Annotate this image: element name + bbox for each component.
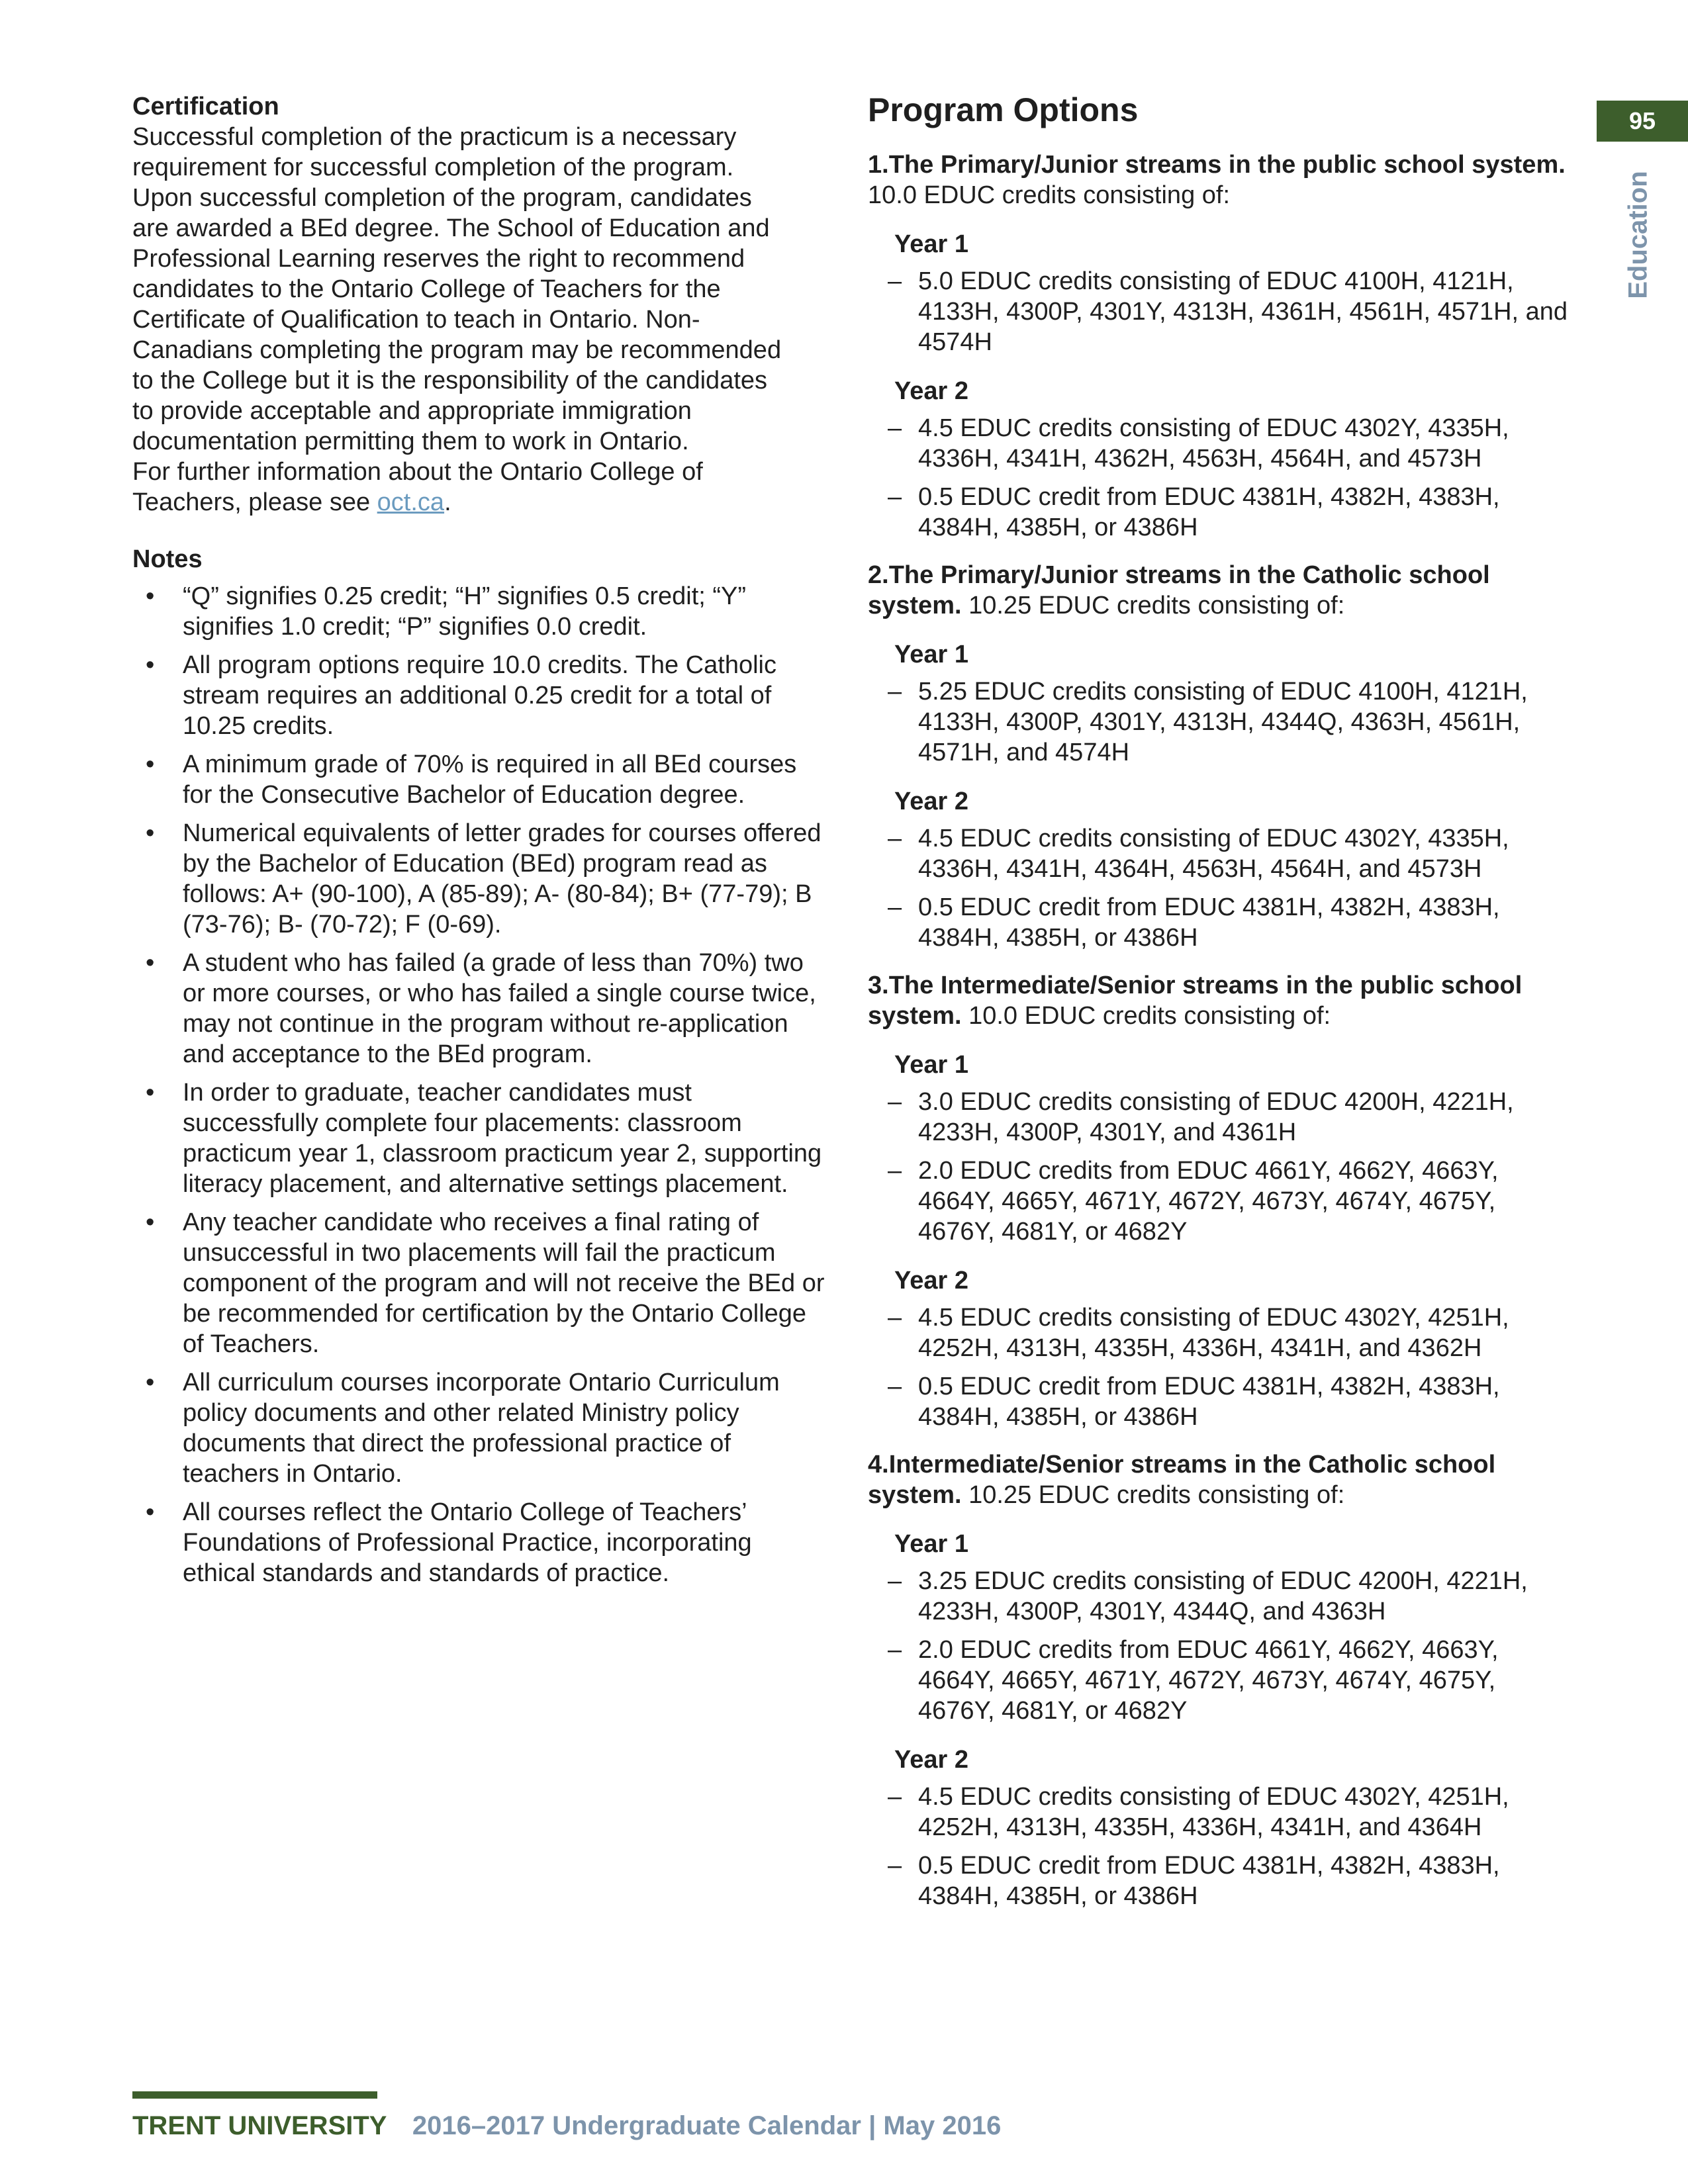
notes-item [132,650,827,741]
cert-line: Certificate of Qualification to teach in Ontario. Non- [132,306,700,334]
bullet-icon: • [146,1079,155,1107]
bullet-icon: • [146,582,155,610]
notes-item [132,818,827,940]
course-item [868,1850,1570,1911]
further-info-line: For further information about the Ontario College of [132,458,703,486]
footer-rule [132,2091,377,2099]
dash-icon: – [888,1373,902,1400]
bullet-icon: • [146,651,155,679]
bullet-icon: • [146,1208,155,1236]
program-option-heading [868,560,1570,621]
year-items [868,1087,1570,1247]
year-items [868,1302,1570,1432]
notes-item-text: All program options require 10.0 credits. The Catholic stream requires an additional 0.25 credit for a total of 10.25 credits. [183,651,776,740]
course-item [868,892,1570,953]
notes-heading: Notes [132,545,203,573]
option-number: 2. [868,561,889,589]
year-heading: Year 2 [894,1746,968,1774]
option-credits: 10.0 EDUC credits consisting of: [961,1002,1331,1030]
dash-icon: – [888,1783,902,1811]
cert-line: Canadians completing the program may be recommended [132,336,782,364]
dash-icon: – [888,267,902,295]
cert-line: are awarded a BEd degree. The School of Education and [132,214,770,242]
year-heading: Year 1 [894,230,968,258]
year-heading: Year 2 [894,377,968,405]
year-heading: Year 1 [894,641,968,668]
program-option [868,970,1570,1432]
notes-item-text: All courses reflect the Ontario College of Teachers’ Foundations of Professional Practice, incorporating ethical standards and standards of practice. [183,1498,752,1587]
year-heading: Year 2 [894,788,968,815]
program-options-heading: Program Options [868,91,1139,128]
notes-item [132,581,827,642]
dash-icon: – [888,414,902,442]
program-option-heading [868,150,1570,210]
course-item-text: 4.5 EDUC credits consisting of EDUC 4302Y, 4251H, 4252H, 4313H, 4335H, 4336H, 4341H, and 4362H [918,1304,1509,1362]
course-item [868,266,1570,357]
option-credits: 10.25 EDUC credits consisting of: [961,592,1345,619]
dash-icon: – [888,893,902,921]
dash-icon: – [888,1304,902,1332]
cert-line: candidates to the Ontario College of Teachers for the [132,275,721,303]
cert-line: to provide acceptable and appropriate immigration [132,397,692,425]
option-credits: 10.25 EDUC credits consisting of: [961,1481,1345,1509]
course-item [868,823,1570,884]
course-item [868,1302,1570,1363]
bullet-icon: • [146,949,155,977]
dash-icon: – [888,483,902,511]
course-item [868,1635,1570,1726]
bullet-icon: • [146,819,155,847]
footer-calendar: 2016–2017 Undergraduate Calendar | May 2016 [412,2111,1002,2140]
course-item-text: 5.25 EDUC credits consisting of EDUC 4100H, 4121H, 4133H, 4300P, 4301Y, 4313H, 4344Q, 4363H, 4561H, 4571H, and 4574H [918,678,1528,766]
course-item-text: 4.5 EDUC credits consisting of EDUC 4302Y, 4335H, 4336H, 4341H, 4362H, 4563H, 4564H, and 4573H [918,414,1509,473]
program-option [868,560,1570,953]
dash-icon: – [888,1567,902,1595]
year-items [868,1566,1570,1726]
option-title: Intermediate/Senior streams in the Catholic school system. [868,1451,1496,1509]
year-items [868,266,1570,357]
program-option-heading [868,970,1570,1031]
page-number: 95 [1597,101,1688,142]
dash-icon: – [888,1852,902,1880]
program-option-heading [868,1449,1570,1510]
notes-item [132,1497,827,1588]
option-number: 1. [868,151,889,179]
course-item [868,1782,1570,1843]
course-item [868,482,1570,543]
course-item-text: 0.5 EDUC credit from EDUC 4381H, 4382H, 4383H, 4384H, 4385H, or 4386H [918,483,1500,541]
course-item [868,1566,1570,1627]
notes-list [132,581,827,1588]
footer-university: TRENT UNIVERSITY [132,2111,387,2140]
cert-line: Professional Learning reserves the right to recommend [132,245,745,273]
oct-link[interactable]: oct.ca [377,488,445,516]
program-option [868,150,1570,543]
notes-item-text: “Q” signifies 0.25 credit; “H” signifies 0.5 credit; “Y” signifies 1.0 credit; “P” signifies 0.0 credit. [183,582,747,641]
option-credits: 10.0 EDUC credits consisting of: [868,181,1231,209]
notes-item-text: Any teacher candidate who receives a final rating of unsuccessful in two placements will fail the practicum component of the program and will not receive the BEd or be recommended for certification by the Ontario College of Teachers. [183,1208,825,1358]
course-item [868,1087,1570,1148]
course-item-text: 4.5 EDUC credits consisting of EDUC 4302Y, 4251H, 4252H, 4313H, 4335H, 4336H, 4341H, and 4364H [918,1783,1509,1841]
year-items [868,823,1570,953]
course-item-text: 4.5 EDUC credits consisting of EDUC 4302Y, 4335H, 4336H, 4341H, 4364H, 4563H, 4564H, and 4573H [918,825,1509,883]
year-items [868,1782,1570,1911]
notes-item-text: A minimum grade of 70% is required in all BEd courses for the Consecutive Bachelor of Education degree. [183,751,797,809]
cert-line: requirement for successful completion of the program. [132,154,734,181]
certification-heading: Certification [132,93,279,120]
bullet-icon: • [146,1498,155,1526]
cert-line: to the College but it is the responsibility of the candidates [132,367,768,394]
course-item-text: 5.0 EDUC credits consisting of EDUC 4100H, 4121H, 4133H, 4300P, 4301Y, 4313H, 4361H, 4561H, 4571H, and 4574H [918,267,1568,356]
notes-item-text: In order to graduate, teacher candidates must successfully complete four placements: classroom practicum year 1, classroom practicum year 2, supporting literacy placement, and alternative settings placement. [183,1079,822,1198]
notes-item-text: All curriculum courses incorporate Ontario Curriculum policy documents and other related Ministry policy documents that direct the professional practice of teachers in Ontario. [183,1369,780,1488]
year-items [868,413,1570,543]
right-column [868,90,1570,1919]
year-heading: Year 2 [894,1267,968,1295]
course-item-text: 0.5 EDUC credit from EDUC 4381H, 4382H, 4383H, 4384H, 4385H, or 4386H [918,1373,1500,1431]
notes-item [132,1207,827,1359]
notes-item-text: Numerical equivalents of letter grades for courses offered by the Bachelor of Education (BEd) program read as follows: A+ (90-100), A (85-89); A- (80-84); B+ (77-79); B (73-76); B- (70-72); F (0-69). [183,819,821,938]
program-option [868,1449,1570,1911]
course-item [868,1156,1570,1247]
notes-item [132,1367,827,1489]
course-item-text: 0.5 EDUC credit from EDUC 4381H, 4382H, 4383H, 4384H, 4385H, or 4386H [918,1852,1500,1910]
course-item [868,1371,1570,1432]
course-item-text: 2.0 EDUC credits from EDUC 4661Y, 4662Y, 4663Y, 4664Y, 4665Y, 4671Y, 4672Y, 4673Y, 4674Y, 4675Y, 4676Y, 4681Y, or 4682Y [918,1157,1499,1246]
course-item-text: 3.0 EDUC credits consisting of EDUC 4200H, 4221H, 4233H, 4300P, 4301Y, and 4361H [918,1088,1514,1146]
dash-icon: – [888,825,902,852]
course-item-text: 2.0 EDUC credits from EDUC 4661Y, 4662Y, 4663Y, 4664Y, 4665Y, 4671Y, 4672Y, 4673Y, 4674Y, 4675Y, 4676Y, 4681Y, or 4682Y [918,1636,1499,1725]
dash-icon: – [888,678,902,705]
option-number: 3. [868,972,889,999]
further-info-prefix: Teachers, please see [132,488,377,516]
further-info-suffix: . [444,488,451,516]
course-item [868,676,1570,768]
option-title: The Intermediate/Senior streams in the public school system. [868,972,1523,1030]
notes-item [132,749,827,810]
option-number: 4. [868,1451,889,1479]
further-info-line-2 [132,487,827,518]
cert-line: Upon successful completion of the program, candidates [132,184,752,212]
section-side-tab-label: Education [1623,171,1653,299]
certification-paragraph [132,122,827,457]
certification-further-info [132,457,827,518]
course-item [868,413,1570,474]
course-item-text: 3.25 EDUC credits consisting of EDUC 4200H, 4221H, 4233H, 4300P, 4301Y, 4344Q, and 4363H [918,1567,1528,1625]
year-heading: Year 1 [894,1530,968,1558]
dash-icon: – [888,1636,902,1664]
option-title: The Primary/Junior streams in the public school system. [888,151,1566,179]
dash-icon: – [888,1157,902,1185]
dash-icon: – [888,1088,902,1116]
notes-item [132,948,827,1069]
course-item-text: 0.5 EDUC credit from EDUC 4381H, 4382H, 4383H, 4384H, 4385H, or 4386H [918,893,1500,952]
section-side-tab [1602,169,1675,301]
bullet-icon: • [146,751,155,778]
page-footer [132,2111,1001,2141]
cert-line: Successful completion of the practicum is a necessary [132,123,737,151]
notes-item [132,1077,827,1199]
year-heading: Year 1 [894,1051,968,1079]
year-items [868,676,1570,768]
notes-item-text: A student who has failed (a grade of less than 70%) two or more courses, or who has failed a single course twice, may not continue in the program without re-application and acceptance to the BEd program. [183,949,816,1068]
bullet-icon: • [146,1369,155,1396]
option-title: The Primary/Junior streams in the Catholic school system. [868,561,1490,619]
left-column [132,91,827,1596]
cert-line: documentation permitting them to work in Ontario. [132,428,689,455]
